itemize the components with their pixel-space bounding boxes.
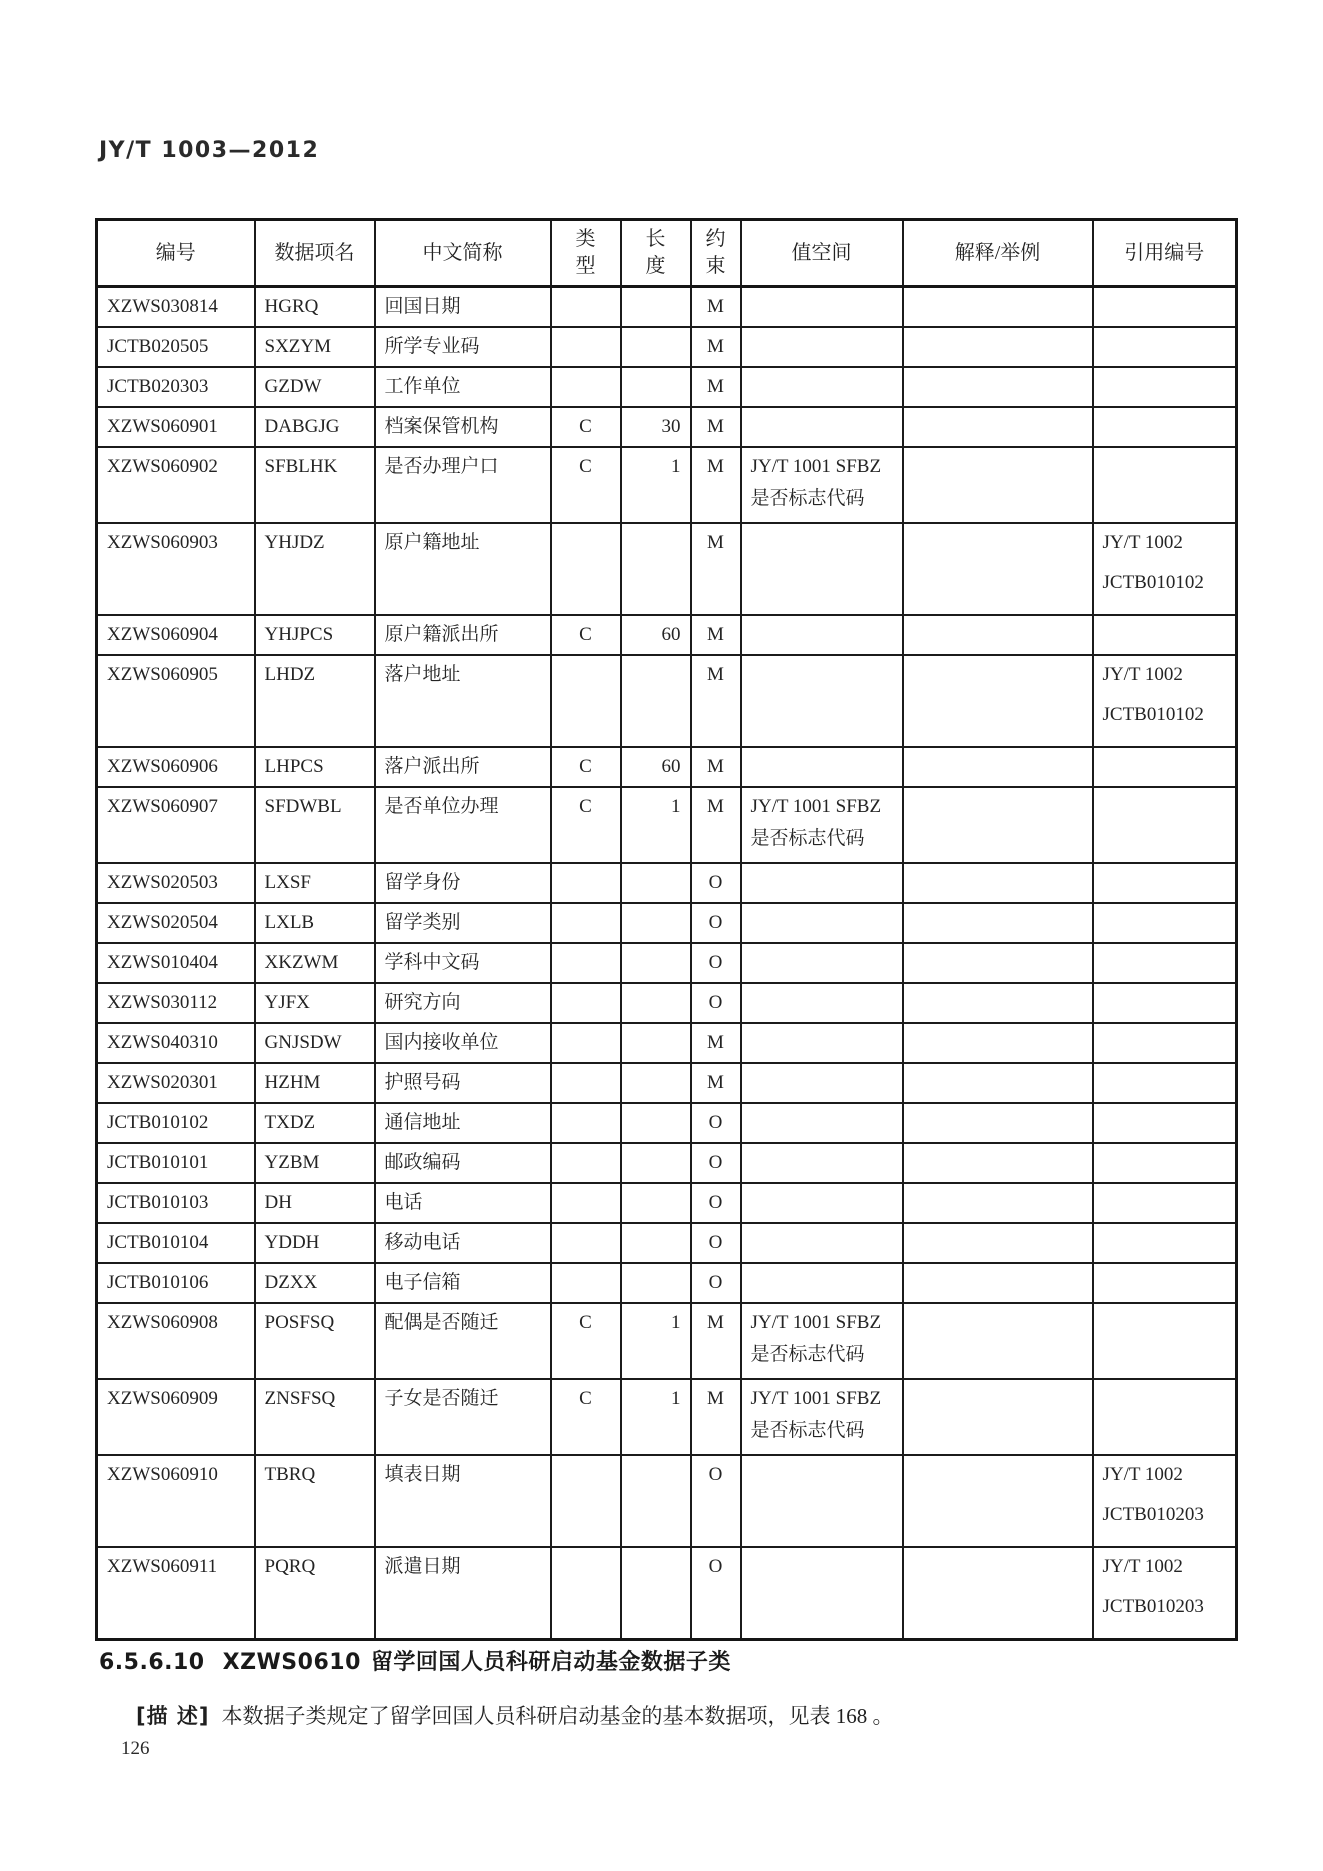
cell-constraint: M bbox=[691, 523, 741, 615]
section-number: 6.5.6.10 bbox=[99, 1650, 205, 1675]
table-row bbox=[97, 747, 1237, 787]
table-row bbox=[97, 863, 1237, 903]
cell-line: 是否标志代码 bbox=[750, 828, 865, 849]
cell-id: XZWS030814 bbox=[97, 287, 255, 328]
cell-value-space bbox=[741, 655, 903, 747]
data-items-table bbox=[95, 218, 1238, 1641]
cell-value-space bbox=[741, 1379, 903, 1455]
column-header: 长 度 bbox=[621, 220, 691, 287]
cell-line: JY/T 1001 SFBZ bbox=[750, 1388, 882, 1409]
cell-ref bbox=[1093, 1379, 1237, 1455]
cell-example bbox=[903, 327, 1093, 367]
cell-ref bbox=[1093, 407, 1237, 447]
cell-value-space bbox=[741, 943, 903, 983]
cell-value-space bbox=[741, 367, 903, 407]
cell-cn: 落户派出所 bbox=[375, 747, 551, 787]
cell-cn: 国内接收单位 bbox=[375, 1023, 551, 1063]
table-row bbox=[97, 447, 1237, 523]
cell-example bbox=[903, 1183, 1093, 1223]
cell-type: C bbox=[551, 1379, 621, 1455]
cell-value-space bbox=[741, 1143, 903, 1183]
table-header bbox=[97, 220, 1237, 287]
cell-cn: 护照号码 bbox=[375, 1063, 551, 1103]
cell-example bbox=[903, 655, 1093, 747]
cell-type bbox=[551, 1063, 621, 1103]
table-row bbox=[97, 983, 1237, 1023]
description-text: 本数据子类规定了留学回国人员科研启动基金的基本数据项，见表 168 。 bbox=[221, 1704, 894, 1728]
section-description bbox=[136, 1700, 894, 1730]
cell-example bbox=[903, 447, 1093, 523]
cell-type bbox=[551, 943, 621, 983]
cell-type bbox=[551, 863, 621, 903]
cell-ref bbox=[1093, 655, 1237, 747]
table-body bbox=[97, 287, 1237, 1640]
cell-name: LHPCS bbox=[255, 747, 375, 787]
table-row bbox=[97, 1223, 1237, 1263]
cell-ref bbox=[1093, 903, 1237, 943]
cell-value-space bbox=[741, 1103, 903, 1143]
table-row bbox=[97, 787, 1237, 863]
cell-value-space bbox=[741, 863, 903, 903]
cell-length bbox=[621, 367, 691, 407]
table-row bbox=[97, 367, 1237, 407]
cell-example bbox=[903, 615, 1093, 655]
cell-length: 60 bbox=[621, 615, 691, 655]
cell-length bbox=[621, 655, 691, 747]
section-code: XZWS0610 bbox=[222, 1650, 361, 1675]
cell-cn: 移动电话 bbox=[375, 1223, 551, 1263]
cell-length bbox=[621, 1103, 691, 1143]
cell-id: XZWS010404 bbox=[97, 943, 255, 983]
cell-cn: 档案保管机构 bbox=[375, 407, 551, 447]
cell-example bbox=[903, 1263, 1093, 1303]
cell-cn: 派遣日期 bbox=[375, 1547, 551, 1640]
cell-length bbox=[621, 983, 691, 1023]
cell-ref bbox=[1093, 1263, 1237, 1303]
document-code: JY/T 1003—2012 bbox=[99, 138, 320, 163]
cell-type bbox=[551, 1183, 621, 1223]
cell-id: XZWS060905 bbox=[97, 655, 255, 747]
cell-cn: 电话 bbox=[375, 1183, 551, 1223]
cell-example bbox=[903, 367, 1093, 407]
cell-length bbox=[621, 1547, 691, 1640]
cell-cn: 填表日期 bbox=[375, 1455, 551, 1547]
cell-cn: 原户籍派出所 bbox=[375, 615, 551, 655]
cell-id: XZWS030112 bbox=[97, 983, 255, 1023]
cell-id: XZWS060908 bbox=[97, 1303, 255, 1379]
cell-length: 1 bbox=[621, 1379, 691, 1455]
cell-value-space bbox=[741, 615, 903, 655]
cell-ref bbox=[1093, 367, 1237, 407]
cell-ref bbox=[1093, 1023, 1237, 1063]
cell-example bbox=[903, 903, 1093, 943]
cell-cn: 学科中文码 bbox=[375, 943, 551, 983]
table-row bbox=[97, 1263, 1237, 1303]
table-row bbox=[97, 1143, 1237, 1183]
cell-type bbox=[551, 327, 621, 367]
cell-id: XZWS020301 bbox=[97, 1063, 255, 1103]
cell-type bbox=[551, 655, 621, 747]
cell-id: XZWS060902 bbox=[97, 447, 255, 523]
cell-length bbox=[621, 287, 691, 328]
cell-length: 30 bbox=[621, 407, 691, 447]
column-header: 类 型 bbox=[551, 220, 621, 287]
cell-length bbox=[621, 1455, 691, 1547]
cell-ref bbox=[1093, 615, 1237, 655]
cell-constraint: M bbox=[691, 787, 741, 863]
cell-id: XZWS060904 bbox=[97, 615, 255, 655]
cell-example bbox=[903, 407, 1093, 447]
cell-constraint: O bbox=[691, 903, 741, 943]
column-header: 中文简称 bbox=[375, 220, 551, 287]
cell-name: SFDWBL bbox=[255, 787, 375, 863]
cell-id: JCTB010101 bbox=[97, 1143, 255, 1183]
table-row bbox=[97, 1303, 1237, 1379]
table-row bbox=[97, 655, 1237, 747]
cell-length: 1 bbox=[621, 787, 691, 863]
table-row bbox=[97, 1455, 1237, 1547]
cell-name: YJFX bbox=[255, 983, 375, 1023]
cell-line: 是否标志代码 bbox=[750, 1420, 865, 1441]
table-row bbox=[97, 523, 1237, 615]
section-heading bbox=[99, 1645, 731, 1676]
cell-name: TBRQ bbox=[255, 1455, 375, 1547]
cell-example bbox=[903, 863, 1093, 903]
cell-type: C bbox=[551, 615, 621, 655]
cell-line: JY/T 1002 bbox=[1102, 1556, 1183, 1577]
cell-id: XZWS020504 bbox=[97, 903, 255, 943]
cell-constraint: O bbox=[691, 1547, 741, 1640]
cell-constraint: O bbox=[691, 1455, 741, 1547]
cell-ref bbox=[1093, 327, 1237, 367]
cell-ref bbox=[1093, 287, 1237, 328]
cell-ref bbox=[1093, 1063, 1237, 1103]
cell-cn: 研究方向 bbox=[375, 983, 551, 1023]
cell-name: DZXX bbox=[255, 1263, 375, 1303]
cell-example bbox=[903, 287, 1093, 328]
cell-cn: 电子信箱 bbox=[375, 1263, 551, 1303]
cell-example bbox=[903, 1103, 1093, 1143]
cell-line: JY/T 1002 bbox=[1102, 532, 1183, 553]
cell-constraint: M bbox=[691, 655, 741, 747]
table-row bbox=[97, 1183, 1237, 1223]
cell-line: JY/T 1002 bbox=[1102, 664, 1183, 685]
cell-cn: 是否办理户口 bbox=[375, 447, 551, 523]
table-row bbox=[97, 1063, 1237, 1103]
cell-value-space bbox=[741, 1023, 903, 1063]
cell-example bbox=[903, 1455, 1093, 1547]
cell-constraint: O bbox=[691, 1223, 741, 1263]
cell-value-space bbox=[741, 983, 903, 1023]
cell-example bbox=[903, 1223, 1093, 1263]
cell-line: JY/T 1001 SFBZ bbox=[750, 1312, 882, 1333]
description-label: [描 述] bbox=[136, 1704, 210, 1728]
cell-ref bbox=[1093, 1547, 1237, 1640]
cell-constraint: M bbox=[691, 615, 741, 655]
cell-length bbox=[621, 1183, 691, 1223]
cell-example bbox=[903, 523, 1093, 615]
cell-example bbox=[903, 943, 1093, 983]
cell-ref bbox=[1093, 943, 1237, 983]
cell-ref bbox=[1093, 1223, 1237, 1263]
cell-example bbox=[903, 1547, 1093, 1640]
cell-id: XZWS060907 bbox=[97, 787, 255, 863]
cell-length bbox=[621, 943, 691, 983]
cell-example bbox=[903, 1023, 1093, 1063]
cell-type bbox=[551, 1263, 621, 1303]
table-row bbox=[97, 1103, 1237, 1143]
cell-type: C bbox=[551, 747, 621, 787]
table-row bbox=[97, 407, 1237, 447]
cell-line: JY/T 1002 bbox=[1102, 1464, 1183, 1485]
cell-value-space bbox=[741, 747, 903, 787]
cell-cn: 回国日期 bbox=[375, 287, 551, 328]
cell-constraint: M bbox=[691, 1063, 741, 1103]
page-number: 126 bbox=[121, 1738, 150, 1759]
cell-type bbox=[551, 1223, 621, 1263]
cell-cn: 留学类别 bbox=[375, 903, 551, 943]
cell-ref bbox=[1093, 523, 1237, 615]
cell-ref bbox=[1093, 747, 1237, 787]
cell-value-space bbox=[741, 1455, 903, 1547]
section-title: 留学回国人员科研启动基金数据子类 bbox=[370, 1650, 731, 1675]
cell-cn: 邮政编码 bbox=[375, 1143, 551, 1183]
table-row bbox=[97, 903, 1237, 943]
cell-id: XZWS060906 bbox=[97, 747, 255, 787]
cell-ref bbox=[1093, 787, 1237, 863]
cell-name: PQRQ bbox=[255, 1547, 375, 1640]
cell-name: YDDH bbox=[255, 1223, 375, 1263]
cell-value-space bbox=[741, 447, 903, 523]
cell-type: C bbox=[551, 407, 621, 447]
cell-id: XZWS020503 bbox=[97, 863, 255, 903]
cell-cn: 工作单位 bbox=[375, 367, 551, 407]
cell-cn: 子女是否随迁 bbox=[375, 1379, 551, 1455]
cell-type bbox=[551, 1143, 621, 1183]
cell-value-space bbox=[741, 523, 903, 615]
cell-constraint: O bbox=[691, 943, 741, 983]
cell-id: XZWS060901 bbox=[97, 407, 255, 447]
cell-constraint: O bbox=[691, 1103, 741, 1143]
cell-example bbox=[903, 747, 1093, 787]
cell-name: POSFSQ bbox=[255, 1303, 375, 1379]
cell-name: YZBM bbox=[255, 1143, 375, 1183]
cell-name: LXSF bbox=[255, 863, 375, 903]
cell-line: JCTB010102 bbox=[1102, 572, 1204, 593]
cell-name: DH bbox=[255, 1183, 375, 1223]
cell-constraint: M bbox=[691, 447, 741, 523]
cell-length: 1 bbox=[621, 1303, 691, 1379]
cell-length: 60 bbox=[621, 747, 691, 787]
cell-example bbox=[903, 1063, 1093, 1103]
cell-name: XKZWM bbox=[255, 943, 375, 983]
cell-id: XZWS060911 bbox=[97, 1547, 255, 1640]
cell-value-space bbox=[741, 903, 903, 943]
cell-ref bbox=[1093, 1103, 1237, 1143]
cell-line: JY/T 1001 SFBZ bbox=[750, 796, 882, 817]
cell-type bbox=[551, 1103, 621, 1143]
cell-id: JCTB010102 bbox=[97, 1103, 255, 1143]
cell-cn: 落户地址 bbox=[375, 655, 551, 747]
cell-cn: 通信地址 bbox=[375, 1103, 551, 1143]
table-row bbox=[97, 327, 1237, 367]
cell-type bbox=[551, 523, 621, 615]
cell-cn: 配偶是否随迁 bbox=[375, 1303, 551, 1379]
column-header: 解释/举例 bbox=[903, 220, 1093, 287]
cell-ref bbox=[1093, 1143, 1237, 1183]
cell-name: TXDZ bbox=[255, 1103, 375, 1143]
cell-cn: 留学身份 bbox=[375, 863, 551, 903]
cell-name: LHDZ bbox=[255, 655, 375, 747]
cell-name: YHJDZ bbox=[255, 523, 375, 615]
cell-value-space bbox=[741, 787, 903, 863]
cell-line: JCTB010102 bbox=[1102, 704, 1204, 725]
cell-name: DABGJG bbox=[255, 407, 375, 447]
cell-type: C bbox=[551, 1303, 621, 1379]
cell-name: GZDW bbox=[255, 367, 375, 407]
cell-ref bbox=[1093, 1455, 1237, 1547]
cell-constraint: M bbox=[691, 747, 741, 787]
cell-type: C bbox=[551, 447, 621, 523]
cell-name: SXZYM bbox=[255, 327, 375, 367]
cell-line: 是否标志代码 bbox=[750, 1344, 865, 1365]
cell-example bbox=[903, 1303, 1093, 1379]
column-header: 编号 bbox=[97, 220, 255, 287]
cell-line: JCTB010203 bbox=[1102, 1504, 1204, 1525]
cell-constraint: O bbox=[691, 1183, 741, 1223]
cell-example bbox=[903, 1143, 1093, 1183]
cell-type bbox=[551, 903, 621, 943]
table-row bbox=[97, 1023, 1237, 1063]
cell-length bbox=[621, 1023, 691, 1063]
cell-constraint: M bbox=[691, 1023, 741, 1063]
cell-constraint: O bbox=[691, 1143, 741, 1183]
cell-type bbox=[551, 1547, 621, 1640]
cell-id: XZWS060910 bbox=[97, 1455, 255, 1547]
cell-id: JCTB010104 bbox=[97, 1223, 255, 1263]
cell-length bbox=[621, 1223, 691, 1263]
cell-id: JCTB010103 bbox=[97, 1183, 255, 1223]
table-row bbox=[97, 1547, 1237, 1640]
cell-type bbox=[551, 1455, 621, 1547]
cell-example bbox=[903, 1379, 1093, 1455]
cell-constraint: M bbox=[691, 1379, 741, 1455]
cell-constraint: M bbox=[691, 287, 741, 328]
cell-length bbox=[621, 1063, 691, 1103]
cell-id: XZWS060903 bbox=[97, 523, 255, 615]
cell-value-space bbox=[741, 1063, 903, 1103]
cell-value-space bbox=[741, 327, 903, 367]
cell-ref bbox=[1093, 447, 1237, 523]
cell-type bbox=[551, 287, 621, 328]
cell-cn: 原户籍地址 bbox=[375, 523, 551, 615]
column-header: 数据项名 bbox=[255, 220, 375, 287]
cell-value-space bbox=[741, 1263, 903, 1303]
cell-id: XZWS060909 bbox=[97, 1379, 255, 1455]
cell-constraint: M bbox=[691, 407, 741, 447]
cell-ref bbox=[1093, 1183, 1237, 1223]
cell-example bbox=[903, 787, 1093, 863]
cell-constraint: O bbox=[691, 1263, 741, 1303]
cell-line: JCTB010203 bbox=[1102, 1596, 1204, 1617]
cell-name: GNJSDW bbox=[255, 1023, 375, 1063]
cell-value-space bbox=[741, 287, 903, 328]
cell-name: ZNSFSQ bbox=[255, 1379, 375, 1455]
cell-type: C bbox=[551, 787, 621, 863]
cell-line: JY/T 1001 SFBZ bbox=[750, 456, 882, 477]
cell-length bbox=[621, 903, 691, 943]
cell-cn: 所学专业码 bbox=[375, 327, 551, 367]
cell-constraint: M bbox=[691, 327, 741, 367]
cell-id: JCTB020303 bbox=[97, 367, 255, 407]
cell-length: 1 bbox=[621, 447, 691, 523]
cell-id: JCTB020505 bbox=[97, 327, 255, 367]
cell-id: XZWS040310 bbox=[97, 1023, 255, 1063]
cell-name: HZHM bbox=[255, 1063, 375, 1103]
column-header: 引用编号 bbox=[1093, 220, 1237, 287]
cell-name: LXLB bbox=[255, 903, 375, 943]
cell-ref bbox=[1093, 863, 1237, 903]
table-header-row bbox=[97, 220, 1237, 287]
cell-value-space bbox=[741, 407, 903, 447]
cell-id: JCTB010106 bbox=[97, 1263, 255, 1303]
cell-line: 是否标志代码 bbox=[750, 488, 865, 509]
column-header: 约 束 bbox=[691, 220, 741, 287]
cell-type bbox=[551, 983, 621, 1023]
cell-ref bbox=[1093, 983, 1237, 1023]
cell-ref bbox=[1093, 1303, 1237, 1379]
table-row bbox=[97, 943, 1237, 983]
cell-name: SFBLHK bbox=[255, 447, 375, 523]
cell-constraint: O bbox=[691, 983, 741, 1023]
cell-name: HGRQ bbox=[255, 287, 375, 328]
cell-constraint: M bbox=[691, 1303, 741, 1379]
table-row bbox=[97, 615, 1237, 655]
cell-length bbox=[621, 523, 691, 615]
cell-value-space bbox=[741, 1183, 903, 1223]
cell-constraint: M bbox=[691, 367, 741, 407]
cell-type bbox=[551, 367, 621, 407]
cell-value-space bbox=[741, 1547, 903, 1640]
table-row bbox=[97, 287, 1237, 328]
cell-length bbox=[621, 1263, 691, 1303]
cell-type bbox=[551, 1023, 621, 1063]
cell-constraint: O bbox=[691, 863, 741, 903]
column-header: 值空间 bbox=[741, 220, 903, 287]
cell-value-space bbox=[741, 1223, 903, 1263]
cell-length bbox=[621, 863, 691, 903]
cell-name: YHJPCS bbox=[255, 615, 375, 655]
cell-value-space bbox=[741, 1303, 903, 1379]
cell-example bbox=[903, 983, 1093, 1023]
cell-cn: 是否单位办理 bbox=[375, 787, 551, 863]
table-row bbox=[97, 1379, 1237, 1455]
cell-length bbox=[621, 327, 691, 367]
cell-length bbox=[621, 1143, 691, 1183]
